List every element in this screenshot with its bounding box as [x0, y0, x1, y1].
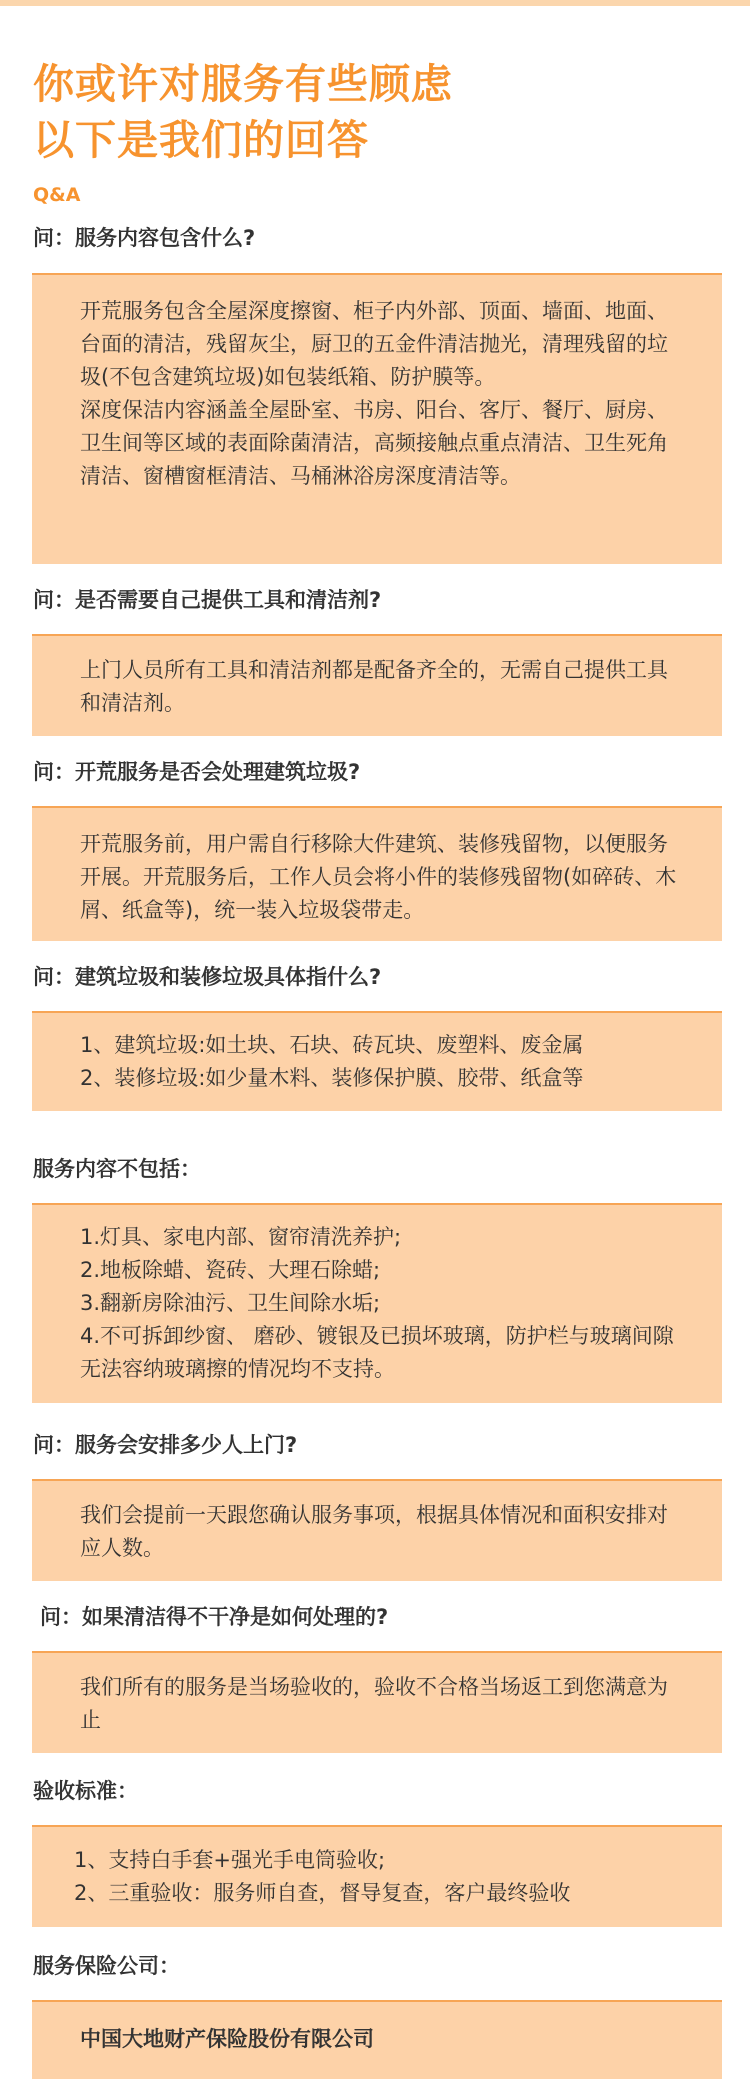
faq-item-construction-waste	[0, 758, 750, 941]
faq-item-tools	[0, 586, 750, 736]
question-text: 问：服务内容包含什么?	[33, 226, 256, 250]
faq-item-staff-count	[0, 1431, 750, 1581]
answer-box	[32, 1203, 722, 1403]
answer-paragraph: 我们所有的服务是当场验收的，验收不合格当场返工到您满意为止	[80, 1675, 668, 1732]
answer-box	[32, 1479, 722, 1581]
answer-line: 1、支持白手套+强光手电筒验收;	[74, 1848, 386, 1872]
answer-line: 1、建筑垃圾:如土块、石块、砖瓦块、废塑料、废金属	[80, 1033, 584, 1057]
answer-paragraph: 开荒服务前，用户需自行移除大件建筑、装修残留物，以便服务开展。开荒服务后，工作人员会将小件的装修残留物(如碎砖、木屑、纸盒等)，统一装入垃圾袋带走。	[80, 832, 677, 922]
question-text: 问：服务会安排多少人上门?	[33, 1433, 298, 1457]
answer-line: 4.不可拆卸纱窗、 磨砂、镀银及已损坏玻璃，防护栏与玻璃间隙无法容纳玻璃擦的情况均不支持。	[80, 1324, 674, 1381]
answer-paragraph: 上门人员所有工具和清洁剂都是配备齐全的，无需自己提供工具和清洁剂。	[80, 658, 668, 715]
answer-box	[32, 2000, 722, 2079]
faq-item-exclusions	[0, 1155, 750, 1403]
answer-line: 1.灯具、家电内部、窗帘清洗养护;	[80, 1225, 402, 1249]
answer-box	[32, 634, 722, 736]
faq-item-insurance	[0, 1952, 750, 2079]
question-text: 问：是否需要自己提供工具和清洁剂?	[33, 588, 382, 612]
answer-line: 2、装修垃圾:如少量木料、装修保护膜、胶带、纸盒等	[80, 1066, 584, 1090]
answer-line: 3.翻新房除油污、卫生间除水垢;	[80, 1291, 381, 1315]
question-text: 问：如果清洁得不干净是如何处理的?	[40, 1605, 389, 1629]
faq-item-service-content	[0, 224, 750, 564]
answer-box	[32, 1651, 722, 1753]
answer-paragraph: 深度保洁内容涵盖全屋卧室、书房、阳台、客厅、餐厅、厨房、卫生间等区域的表面除菌清洁，高频接触点重点清洁、卫生死角清洁、窗槽窗框清洁、马桶淋浴房深度清洁等。	[80, 398, 668, 488]
question-text: 服务内容不包括：	[33, 1157, 201, 1181]
qa-tag: Q&A	[33, 184, 81, 206]
question-text: 问：开荒服务是否会处理建筑垃圾?	[33, 760, 361, 784]
insurance-company-name: 中国大地财产保险股份有限公司	[80, 2027, 374, 2051]
answer-box	[32, 1011, 722, 1111]
question-text: 验收标准：	[33, 1779, 138, 1803]
answer-paragraph: 开荒服务包含全屋深度擦窗、柜子内外部、顶面、墙面、地面、台面的清洁，残留灰尘，厨卫的五金件清洁抛光，清理残留的垃圾(不包含建筑垃圾)如包装纸箱、防护膜等。	[80, 299, 668, 389]
page-title	[33, 56, 723, 168]
page-title-line-1: 你或许对服务有些顾虑	[33, 60, 453, 108]
faq-item-waste-definition	[0, 963, 750, 1111]
answer-box	[32, 273, 722, 564]
page-title-line-2: 以下是我们的回答	[33, 116, 369, 164]
answer-box	[32, 1825, 722, 1927]
answer-paragraph: 我们会提前一天跟您确认服务事项，根据具体情况和面积安排对应人数。	[80, 1503, 668, 1560]
question-text: 服务保险公司：	[33, 1954, 180, 1978]
answer-line: 2.地板除蜡、瓷砖、大理石除蜡;	[80, 1258, 381, 1282]
answer-line: 2、三重验收：服务师自查，督导复查，客户最终验收	[74, 1881, 571, 1905]
top-accent-bar	[0, 0, 750, 6]
faq-item-unsatisfied	[0, 1603, 750, 1753]
question-text: 问：建筑垃圾和装修垃圾具体指什么?	[33, 965, 382, 989]
answer-box	[32, 806, 722, 941]
faq-item-acceptance-standard	[0, 1777, 750, 1927]
